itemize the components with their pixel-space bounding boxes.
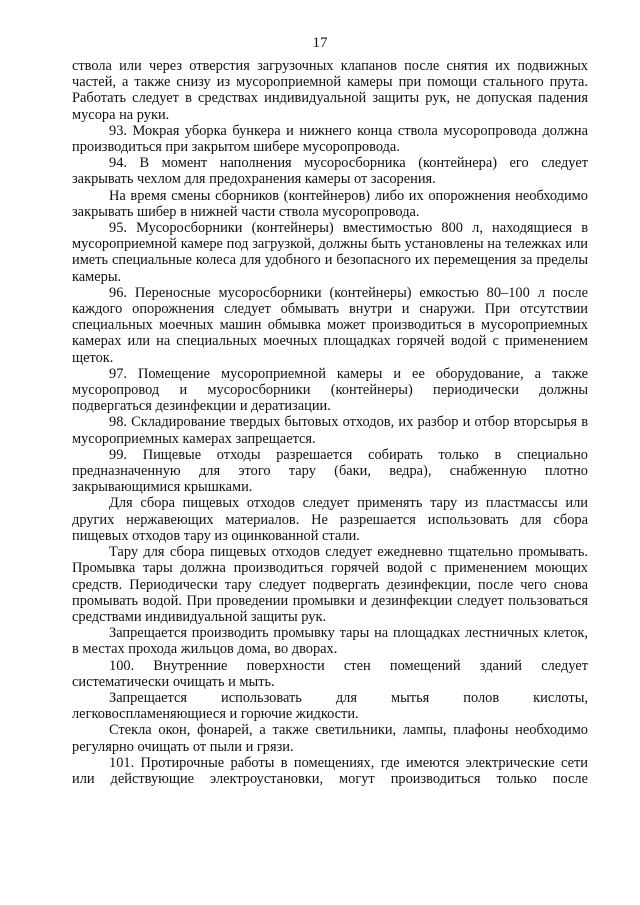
paragraph-100-liquids: Запрещается использовать для мытья полов кислоты, легковоспламеняющиеся и горючие жидкости. (72, 689, 588, 723)
paragraph-94-container-change: На время смены сборников (контейнеров) либо их опорожнения необходимо закрывать шибер в нижней части ствола мусоропровода. (72, 187, 588, 220)
paragraph-94: 94. В момент наполнения мусоросборника (контейнера) его следует закрывать чехлом для предохранения камеры от засорения. (72, 155, 588, 188)
paragraph-93: 93. Мокрая уборка бункера и нижнего конца ствола мусоропровода должна производиться при закрытом шибере мусоропровода. (72, 122, 588, 156)
paragraph-99: 99. Пищевые отходы разрешается собирать только в специально предназначенную для этого тару (баки, ведра), снабженную плотно закрывающимися крышками. (72, 446, 588, 496)
paragraph-99-materials: Для сбора пищевых отходов следует применять тару из пластмассы или других нержавеющих материалов. Не разрешается использовать для сбора пищевых отходов тару из оцинкованной стали. (72, 495, 588, 544)
paragraph-99-washing: Тару для сбора пищевых отходов следует ежедневно тщательно промывать. Промывка тары должна производиться горячей водой с применением моющих средств. Периодически тару следует подвергать дезинфекции, после чего снова промывать водой. При проведении промывки и дезинфекции следует пользоваться средствами индивидуальной защиты рук. (72, 544, 588, 625)
paragraph-continuation: ствола или через отверстия загрузочных клапанов после снятия их подвижных частей, а также снизу из мусороприемной камеры при помощи стального прута. Работать следует в средствах индивидуальной защиты рук, не допуская падения мусора на руки. (72, 58, 588, 123)
page-number: 17 (312, 35, 328, 51)
paragraph-98: 98. Складирование твердых бытовых отходов, их разбор и отбор вторсырья в мусороприемных камерах запрещается. (72, 414, 588, 447)
paragraph-97: 97. Помещение мусороприемной камеры и ее оборудование, а также мусоропровод и мусоросборники (контейнеры) периодически должны подвергаться дезинфекции и дератизации. (72, 365, 588, 415)
paragraph-95: 95. Мусоросборники (контейнеры) вместимостью 800 л, находящиеся в мусороприемной камере под загрузкой, должны быть установлены на тележках или иметь специальные колеса для удобного и безопасного их перемещения за пределы камеры. (72, 220, 588, 285)
document-body (72, 58, 588, 787)
paragraph-96: 96. Переносные мусоросборники (контейнеры) емкостью 80–100 л после каждого опорожнения следует обмывать внутри и снаружи. При отсутствии специальных моечных машин обмывка может производиться в мусороприемных камерах или на специальных моечных площадках горячей водой с применением щеток. (72, 284, 588, 366)
paragraph-101: 101. Протирочные работы в помещениях, где имеются электрические сети или действующие электроустановки, могут производиться только после (72, 754, 588, 787)
paragraph-99-prohibition: Запрещается производить промывку тары на площадках лестничных клеток, в местах прохода жильцов дома, во дворах. (72, 625, 588, 658)
paragraph-100: 100. Внутренние поверхности стен помещений зданий следует систематически очищать и мыть. (72, 657, 588, 690)
paragraph-100-windows: Стекла окон, фонарей, а также светильники, лампы, плафоны необходимо регулярно очищать от пыли и грязи. (72, 722, 588, 755)
